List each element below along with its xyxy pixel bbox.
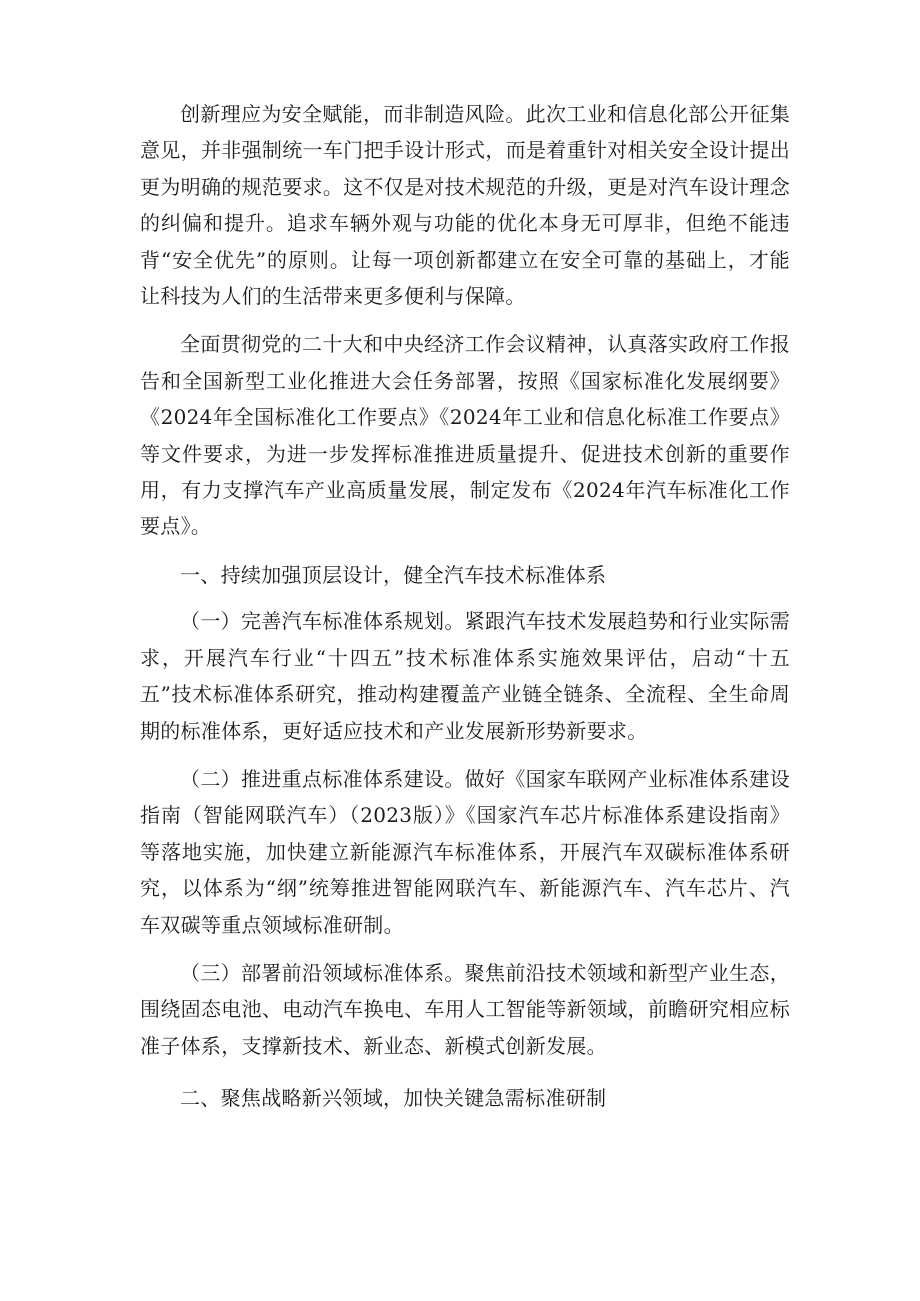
section-1-item-3: （三）部署前沿领域标准体系。聚焦前沿技术领域和新型产业生态，围绕固态电池、电动汽车换电、车用人工智能等新领域，前瞻研究相应标准子体系，支撑新技术、新业态、新模式创新发展。	[140, 960, 790, 1058]
section-1-item-2: （二）推进重点标准体系建设。做好《国家车联网产业标准体系建设指南（智能网联汽车）（2023版）》《国家汽车芯片标准体系建设指南》等落地实施，加快建立新能源汽车标准体系，开展汽车双碳标准体系研究，以体系为“纲”统筹推进智能网联汽车、新能源汽车、汽车芯片、汽车双碳等重点领域标准研制。	[140, 766, 790, 937]
section-heading-2: 二、聚焦战略新兴领域，加快关键急需标准研制	[180, 1086, 607, 1111]
intro-paragraph: 创新理应为安全赋能，而非制造风险。此次工业和信息化部公开征集意见，并非强制统一车门把手设计形式，而是着重针对相关安全设计提出更为明确的规范要求。这不仅是对技术规范的升级，更是对汽车设计理念的纠偏和提升。追求车辆外观与功能的优化本身无可厚非，但绝不能违背“安全优先”的原则。让每一项创新都建立在安全可靠的基础上，才能让科技为人们的生活带来更多便利与保障。	[140, 102, 790, 309]
section-heading-1: 一、持续加强顶层设计，健全汽车技术标准体系	[180, 562, 607, 587]
background-paragraph: 全面贯彻党的二十大和中央经济工作会议精神，认真落实政府工作报告和全国新型工业化推进大会任务部署，按照《国家标准化发展纲要》《2024年全国标准化工作要点》《2024年工业和信息化标准工作要点》等文件要求，为进一步发挥标准推进质量提升、促进技术创新的重要作用，有力支撑汽车产业高质量发展，制定发布《2024年汽车标准化工作要点》。	[140, 332, 790, 539]
section-1-item-1: （一）完善汽车标准体系规划。紧跟汽车技术发展趋势和行业实际需求，开展汽车行业“十四五”技术标准体系实施效果评估，启动“十五五”技术标准体系研究，推动构建覆盖产业链全链条、全流程、全生命周期的标准体系，更好适应技术和产业发展新形势新要求。	[140, 609, 790, 743]
document-page	[140, 96, 790, 1117]
